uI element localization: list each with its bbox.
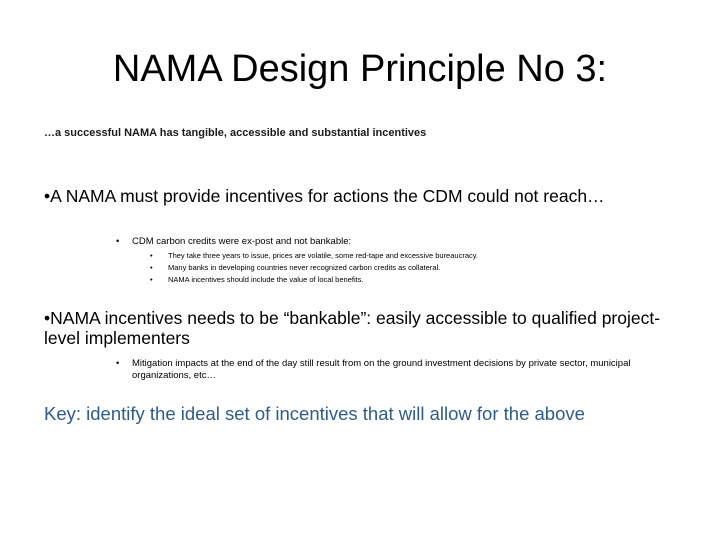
bullet-marker: • bbox=[150, 263, 153, 272]
sub-sub-bullet-3 bbox=[150, 274, 364, 285]
slide-title: NAMA Design Principle No 3: bbox=[112, 48, 608, 90]
bullet-point-2 bbox=[44, 308, 664, 348]
bullet-marker: • bbox=[150, 251, 153, 260]
bullet-point-2-text: NAMA incentives needs to be “bankable”: easily accessible to qualified project-level implementers bbox=[44, 308, 661, 348]
bullet-marker: • bbox=[44, 186, 51, 206]
sub-bullet-2-text: Mitigation impacts at the end of the day still result from on the ground investment decisions by private sector, municipal organizations, etc… bbox=[132, 358, 631, 381]
sub-sub-bullet-1 bbox=[150, 250, 478, 261]
sub-sub-bullet-2-text: Many banks in developing countries never recognized carbon credits as collateral. bbox=[168, 263, 441, 272]
bullet-point-1 bbox=[44, 186, 664, 206]
bullet-marker: • bbox=[116, 358, 120, 369]
bullet-marker: • bbox=[150, 275, 153, 284]
key-takeaway: Key: identify the ideal set of incentives that will allow for the above bbox=[44, 403, 585, 424]
slide-subtitle: …a successful NAMA has tangible, accessible and substantial incentives bbox=[44, 127, 427, 139]
sub-sub-bullet-1-text: They take three years to issue, prices are volatile, some red-tape and excessive bureaucracy. bbox=[168, 251, 479, 260]
sub-sub-bullet-2 bbox=[150, 262, 440, 273]
bullet-marker: • bbox=[44, 308, 51, 328]
bullet-marker: • bbox=[116, 236, 120, 247]
bullet-point-1-text: A NAMA must provide incentives for actions the CDM could not reach… bbox=[50, 186, 605, 206]
sub-bullet-2 bbox=[116, 358, 676, 382]
sub-sub-bullet-3-text: NAMA incentives should include the value of local benefits. bbox=[168, 275, 364, 284]
sub-bullet-1-text: CDM carbon credits were ex-post and not bankable: bbox=[132, 236, 352, 247]
sub-bullet-1 bbox=[116, 236, 351, 248]
